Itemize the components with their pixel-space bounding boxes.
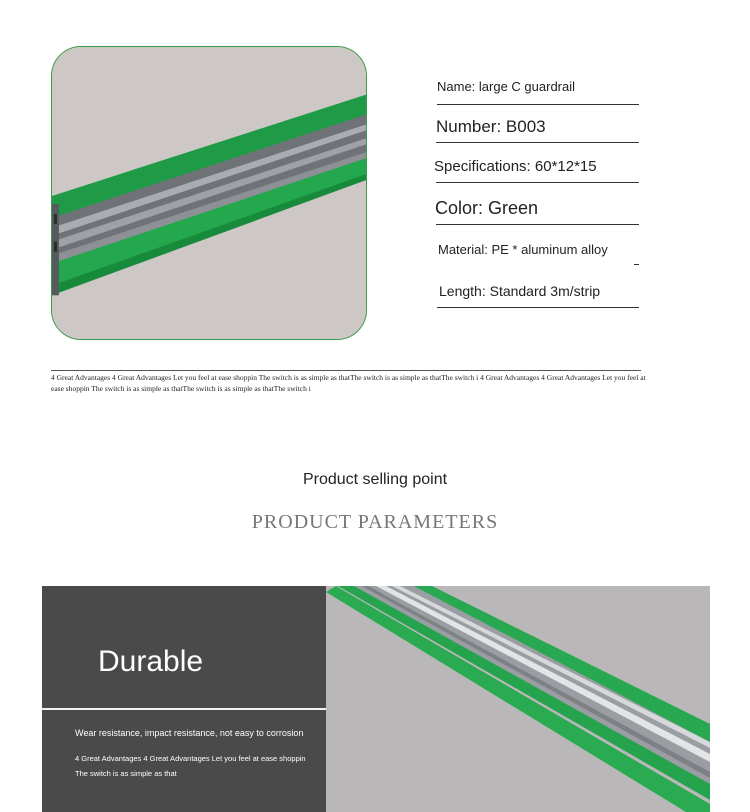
selling-point-heading: Product selling point — [302, 471, 448, 488]
divider — [437, 104, 639, 105]
divider — [634, 264, 639, 265]
product-photo — [51, 46, 367, 340]
product-number: Number: B003 — [436, 117, 546, 136]
divider — [436, 182, 639, 183]
feature-divider — [42, 708, 326, 710]
product-name: Name: large C guardrail — [437, 79, 576, 94]
feature-photo — [326, 586, 710, 812]
product-parameters-heading: PRODUCT PARAMETERS — [251, 511, 499, 533]
divider — [436, 224, 639, 225]
feature-subtitle: Wear resistance, impact resistance, not easy to corrosion — [75, 728, 304, 738]
feature-ad-line: The switch is as simple as that — [75, 769, 177, 778]
divider — [437, 307, 639, 308]
product-material: Material: PE * aluminum alloy — [438, 242, 608, 257]
advantages-strip-text: 4 Great Advantages 4 Great Advantages Let you feel at ease shoppin The switch is as simple as thatThe switch is as simple as thatThe switch i 4 Great Advantages 4 Great Advantages Let you feel at ease shoppin The switch is as simple as thatThe switch is as simple as thatThe switch i — [51, 373, 646, 393]
product-color: Color: Green — [435, 198, 539, 218]
feature-title: Durable — [98, 645, 204, 678]
feature-panel — [42, 586, 326, 812]
feature-ad-line: 4 Great Advantages 4 Great Advantages Let you feel at ease shoppin — [75, 754, 306, 763]
product-specifications: Specifications: 60*12*15 — [434, 158, 597, 175]
product-length: Length: Standard 3m/strip — [439, 283, 601, 299]
strip-divider — [51, 370, 641, 371]
divider — [436, 142, 639, 143]
